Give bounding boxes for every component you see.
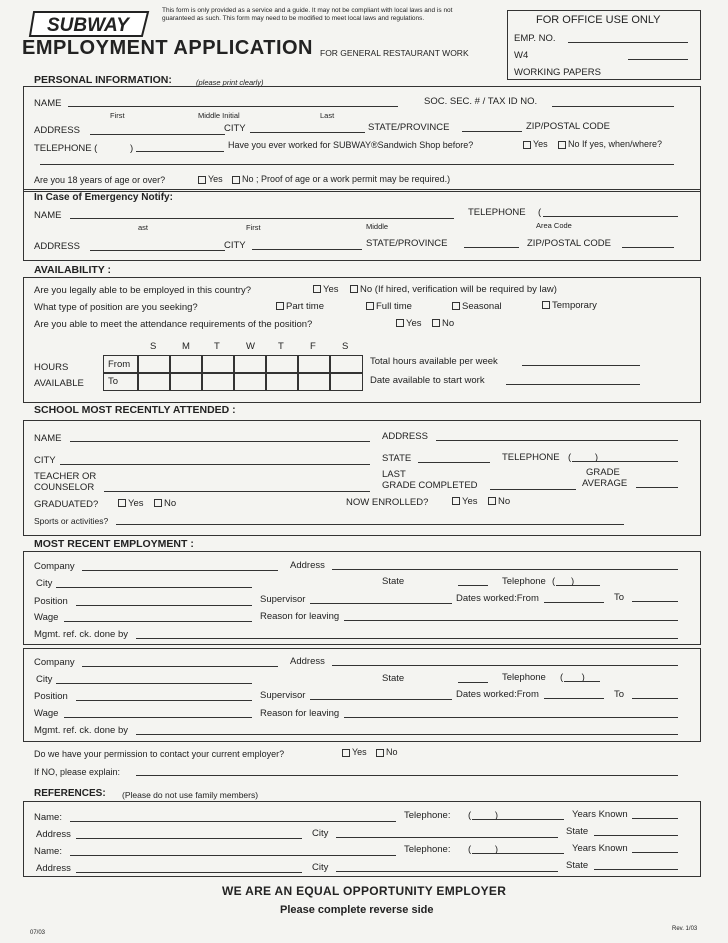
total-hours-field[interactable] [522,365,640,366]
ref-address-field[interactable] [76,838,302,839]
emergency-last-caption: ast [138,223,149,232]
school-header: SCHOOL MOST RECENTLY ATTENDED : [34,404,236,416]
office-use-box [507,10,701,80]
reverse-note: Please complete reverse side [280,904,434,916]
references-note: (Please do not use family members) [122,790,259,800]
permission-question: Do we have your permission to contact your current employer? [34,749,285,759]
emergency-address-field[interactable] [90,250,225,251]
hours-cell[interactable] [265,372,299,391]
personal-note: (please print clearly) [196,78,264,87]
teacher-label-2: COUNSELOR [34,482,95,493]
worked-no-option[interactable]: No If yes, when/where? [558,139,662,150]
from-label-cell: From [103,355,139,374]
enrolled-question: NOW ENROLLED? [346,497,429,508]
mgmt-label: Mgmt. ref. ck. done by [34,725,128,736]
dates-from-label: Dates worked:From [456,689,539,700]
ref-name-field[interactable] [70,821,396,822]
company-field[interactable] [82,666,278,667]
emergency-header: In Case of Emergency Notify: [34,192,173,203]
teacher-field[interactable] [104,491,370,492]
employer-address-label: Address [290,656,325,667]
teacher-label-1: TEACHER OR [34,471,97,482]
wage-field[interactable] [64,621,252,622]
ref-years-field[interactable] [632,818,678,819]
school-name-label: NAME [34,433,62,444]
worked-no-checkbox[interactable] [558,141,566,149]
graduated-no-option[interactable]: No [154,498,176,509]
employer-city-label: City [36,674,53,685]
day-header-wed: W [246,341,255,352]
permission-yes-checkbox[interactable] [342,749,350,757]
position-label: Position [34,596,68,607]
position-field[interactable] [76,605,252,606]
part-time-option[interactable]: Part time [276,301,324,312]
worked-before-question: Have you ever worked for SUBWAY®Sandwich Shop before? [228,140,474,150]
employer-city-label: City [36,578,53,589]
dates-from-field[interactable] [544,698,604,699]
emergency-name-label: NAME [34,210,62,221]
enrolled-yes-option[interactable]: Yes [452,496,478,507]
ref-city-label: City [312,862,329,873]
wage-field[interactable] [64,717,252,718]
emergency-state-label: STATE/PROVINCE [366,238,448,249]
enrolled-yes-checkbox[interactable] [452,497,460,505]
wage-label: Wage [34,708,59,719]
school-state-label: STATE [382,453,412,464]
day-header-thu: T [278,341,284,352]
graduated-question: GRADUATED? [34,499,99,510]
full-time-checkbox[interactable] [366,302,374,310]
state-label: STATE/PROVINCE [368,122,450,133]
name-label: NAME [34,98,62,109]
school-city-field[interactable] [60,464,370,465]
employer-address-field[interactable] [332,665,678,666]
ref-name-label: Name: [34,812,62,823]
date-available-field[interactable] [506,384,640,385]
employer-state-field[interactable] [458,682,488,683]
sports-label: Sports or activities? [34,516,109,526]
ref-address-label: Address [36,863,71,874]
zip-label: ZIP/POSTAL CODE [526,121,610,132]
explain-label: If NO, please explain: [34,767,121,777]
address-field[interactable] [90,134,225,135]
legal-no-option[interactable]: No (If hired, verification will be required by law) [350,284,557,295]
mgmt-field[interactable] [136,734,678,735]
emp-no-label: EMP. NO. [514,33,556,44]
day-header-sat: S [342,341,349,352]
ref-years-label: Years Known [572,809,628,820]
attendance-no-checkbox[interactable] [432,319,440,327]
middle-caption: Middle Initial [198,111,240,120]
position-field[interactable] [76,700,252,701]
emergency-middle-caption: Middle [366,222,389,231]
employment-header: MOST RECENT EMPLOYMENT : [34,538,194,550]
graduated-no-checkbox[interactable] [154,499,162,507]
worked-where-field[interactable] [40,164,674,165]
reason-label: Reason for leaving [260,708,340,719]
mgmt-field[interactable] [136,638,678,639]
emergency-telephone-field[interactable] [543,216,678,217]
day-header-sun: S [150,341,157,352]
date-available-label: Date available to start work [370,375,485,386]
last-grade-field[interactable] [490,489,576,490]
dates-to-label: To [614,689,625,700]
company-label: Company [34,657,75,668]
employer-state-field[interactable] [458,585,488,586]
school-address-label: ADDRESS [382,431,428,442]
employer-city-field[interactable] [56,683,252,684]
legal-question: Are you legally able to be employed in this country? [34,285,252,296]
legal-yes-option[interactable]: Yes [313,284,339,295]
emergency-zip-label: ZIP/POSTAL CODE [527,238,611,249]
first-caption: First [110,111,125,120]
ssn-field[interactable] [552,106,674,107]
city-field[interactable] [250,132,365,133]
last-grade-label-1: LAST [382,469,406,480]
grade-average-field[interactable] [636,487,678,488]
emergency-state-field[interactable] [464,247,519,248]
supervisor-field[interactable] [310,699,452,700]
supervisor-label: Supervisor [260,690,306,701]
temporary-checkbox[interactable] [542,301,550,309]
sports-field[interactable] [116,524,624,525]
employer-telephone-label: Telephone [502,576,546,587]
intro-text: This form is only provided as a service and a guide. It may not be compliant with local laws and is not guaranteed as such. This form may need to be modified to meet local laws and regulations. [162,7,453,22]
emergency-city-field[interactable] [252,249,362,250]
ref-telephone-label: Telephone: [404,844,451,855]
emergency-city-label: CITY [224,240,246,251]
day-header-mon: M [182,341,190,352]
age-yes-option[interactable]: Yes [198,174,223,185]
supervisor-field[interactable] [310,603,452,604]
form-code: 07/03 [30,930,46,936]
explain-field[interactable] [136,775,678,776]
hours-cell[interactable] [329,372,363,391]
age-yes-checkbox[interactable] [198,176,206,184]
ref-telephone-field[interactable] [472,853,564,854]
last-caption: Last [320,111,335,120]
employer-telephone-field[interactable] [564,681,600,682]
permission-no-option[interactable]: No [376,747,398,758]
school-state-field[interactable] [418,462,490,463]
reason-label: Reason for leaving [260,611,340,622]
employer-telephone-label: Telephone [502,672,546,683]
age-no-option[interactable]: No ; Proof of age or a work permit may be required.) [232,174,450,185]
grade-average-label-2: AVERAGE [582,478,628,489]
reason-field[interactable] [344,620,678,621]
page-subtitle: FOR GENERAL RESTAURANT WORK [320,48,469,58]
employer-telephone-field[interactable] [556,585,600,586]
ref-state-field[interactable] [594,835,678,836]
legal-yes-checkbox[interactable] [313,285,321,293]
dates-from-field[interactable] [544,602,604,603]
telephone-label: TELEPHONE ( [34,143,98,154]
employer-state-label: State [382,673,405,684]
office-title: FOR OFFICE USE ONLY [536,14,661,26]
name-field[interactable] [68,106,398,107]
ref-years-label: Years Known [572,843,628,854]
mgmt-label: Mgmt. ref. ck. done by [34,629,128,640]
attendance-no-option[interactable]: No [432,318,454,329]
legal-no-checkbox[interactable] [350,285,358,293]
telephone-field[interactable] [136,151,224,152]
emergency-zip-field[interactable] [622,247,674,248]
page-title: EMPLOYMENT APPLICATION [22,37,313,59]
position-label: Position [34,691,68,702]
part-time-checkbox[interactable] [276,302,284,310]
emergency-telephone-label: TELEPHONE [468,207,526,218]
working-papers-label: WORKING PAPERS [514,67,601,78]
ref-address-field[interactable] [76,872,302,873]
seasonal-checkbox[interactable] [452,302,460,310]
school-address-field[interactable] [436,440,678,441]
emergency-address-label: ADDRESS [34,241,80,252]
area-code-caption: Area Code [536,221,572,230]
day-header-fri: F [310,341,316,352]
worked-yes-option[interactable]: Yes [523,139,548,150]
day-header-tue: T [214,341,220,352]
available-label: AVAILABLE [34,378,84,389]
hours-cell[interactable] [169,372,203,391]
company-field[interactable] [82,570,278,571]
ssn-label: SOC. SEC. # / TAX ID NO. [424,96,538,107]
hours-label: HOURS [34,362,69,373]
position-question: What type of position are you seeking? [34,302,198,313]
references-header: REFERENCES: [34,788,106,799]
city-label: CITY [224,123,246,134]
hours-cell[interactable] [233,372,267,391]
logo-text: SUBWAY [47,15,129,36]
ref-state-label: State [566,826,589,837]
state-field[interactable] [462,131,522,132]
hours-cell[interactable] [297,372,331,391]
grade-average-label-1: GRADE [586,467,620,478]
dates-from-label: Dates worked:From [456,593,539,604]
school-telephone-field[interactable] [572,461,678,462]
employer-state-label: State [382,576,405,587]
temporary-option[interactable]: Temporary [542,300,597,311]
to-label-cell: To [103,372,139,391]
employer-city-field[interactable] [56,587,252,588]
school-telephone-label: TELEPHONE [502,452,560,463]
employer-address-field[interactable] [332,569,678,570]
ref-telephone-field[interactable] [472,819,564,820]
supervisor-label: Supervisor [260,594,306,605]
ref-name-label: Name: [34,846,62,857]
personal-header: PERSONAL INFORMATION: [34,74,172,86]
emergency-first-caption: First [246,223,261,232]
dates-to-field[interactable] [632,698,678,699]
ref-city-field[interactable] [336,871,558,872]
company-label: Company [34,561,75,572]
seasonal-option[interactable]: Seasonal [452,301,502,312]
address-label: ADDRESS [34,125,80,136]
emergency-name-field[interactable] [70,218,454,219]
revision-label: Rev. 1/03 [672,926,698,932]
school-name-field[interactable] [70,441,370,442]
ref-city-field[interactable] [336,837,558,838]
ref-state-field[interactable] [594,869,678,870]
enrolled-no-checkbox[interactable] [488,497,496,505]
dates-to-label: To [614,592,625,603]
school-city-label: CITY [34,455,56,466]
w4-label: W4 [514,50,529,61]
ref-years-field[interactable] [632,852,678,853]
eoe-statement: WE ARE AN EQUAL OPPORTUNITY EMPLOYER [222,884,507,898]
graduated-yes-checkbox[interactable] [118,499,126,507]
availability-header: AVAILABILITY : [34,264,111,276]
ref-telephone-label: Telephone: [404,810,451,821]
age-no-checkbox[interactable] [232,176,240,184]
wage-label: Wage [34,612,59,623]
enrolled-no-option[interactable]: No [488,496,510,507]
last-grade-label-2: GRADE COMPLETED [382,480,478,491]
attendance-question: Are you able to meet the attendance requirements of the position? [34,319,313,330]
reason-field[interactable] [344,717,678,718]
permission-yes-option[interactable]: Yes [342,747,367,758]
full-time-option[interactable]: Full time [366,301,412,312]
age-question: Are you 18 years of age or over? [34,175,166,185]
ref-address-label: Address [36,829,71,840]
hours-cell[interactable] [201,372,235,391]
ref-city-label: City [312,828,329,839]
permission-no-checkbox[interactable] [376,749,384,757]
graduated-yes-option[interactable]: Yes [118,498,144,509]
total-hours-label: Total hours available per week [370,356,498,367]
hours-cell[interactable] [137,372,171,391]
subway-logo [28,8,154,40]
worked-yes-checkbox[interactable] [523,141,531,149]
ref-name-field[interactable] [70,855,396,856]
dates-to-field[interactable] [632,601,678,602]
attendance-yes-checkbox[interactable] [396,319,404,327]
attendance-yes-option[interactable]: Yes [396,318,422,329]
ref-state-label: State [566,860,589,871]
employer-address-label: Address [290,560,325,571]
